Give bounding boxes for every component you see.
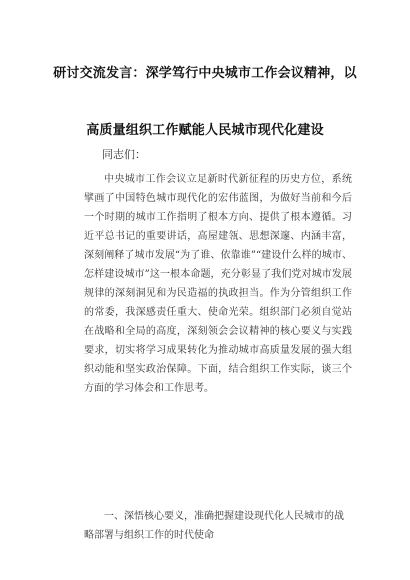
document-title-line-2: 高质量组织工作赋能人民城市现代化建设 [86, 123, 324, 138]
body-paragraph: 中央城市工作会议立足新时代新征程的历史方位，系统擘画了中国特色城市现代化的宏伟蓝图，为做好当前和今后一个时期的城市工作指明了根本方向、提供了根本遵循。习近平总书记的重要讲话，高屋建瓴、思想深邃、内涵丰富，深刻阐释了城市发展“为了谁、依靠谁”“建设什么样的城市、怎样建设城市”这一根本命题，充分彰显了我们党对城市发展规律的深刻洞见和为民造福的执政担当。作为分管组织工作的常委，我深感责任重大、使命光荣。组织部门必须自觉站在战略和全局的高度，深刻领会会议精神的核心要义与实践要求，切实将学习成果转化为推动城市高质量发展的强大组织动能和坚实政治保障。下面，结合组织工作实际，谈三个方面的学习体会和工作思考。 [84, 174, 352, 394]
section-heading: 一、深悟核心要义，准确把握建设现代化人民城市的战略部署与组织工作的时代使命 [84, 511, 344, 541]
document-title-line-1: 研讨交流发言：深学笃行中央城市工作会议精神，以 [53, 66, 357, 81]
salutation: 同志们： [102, 148, 146, 161]
